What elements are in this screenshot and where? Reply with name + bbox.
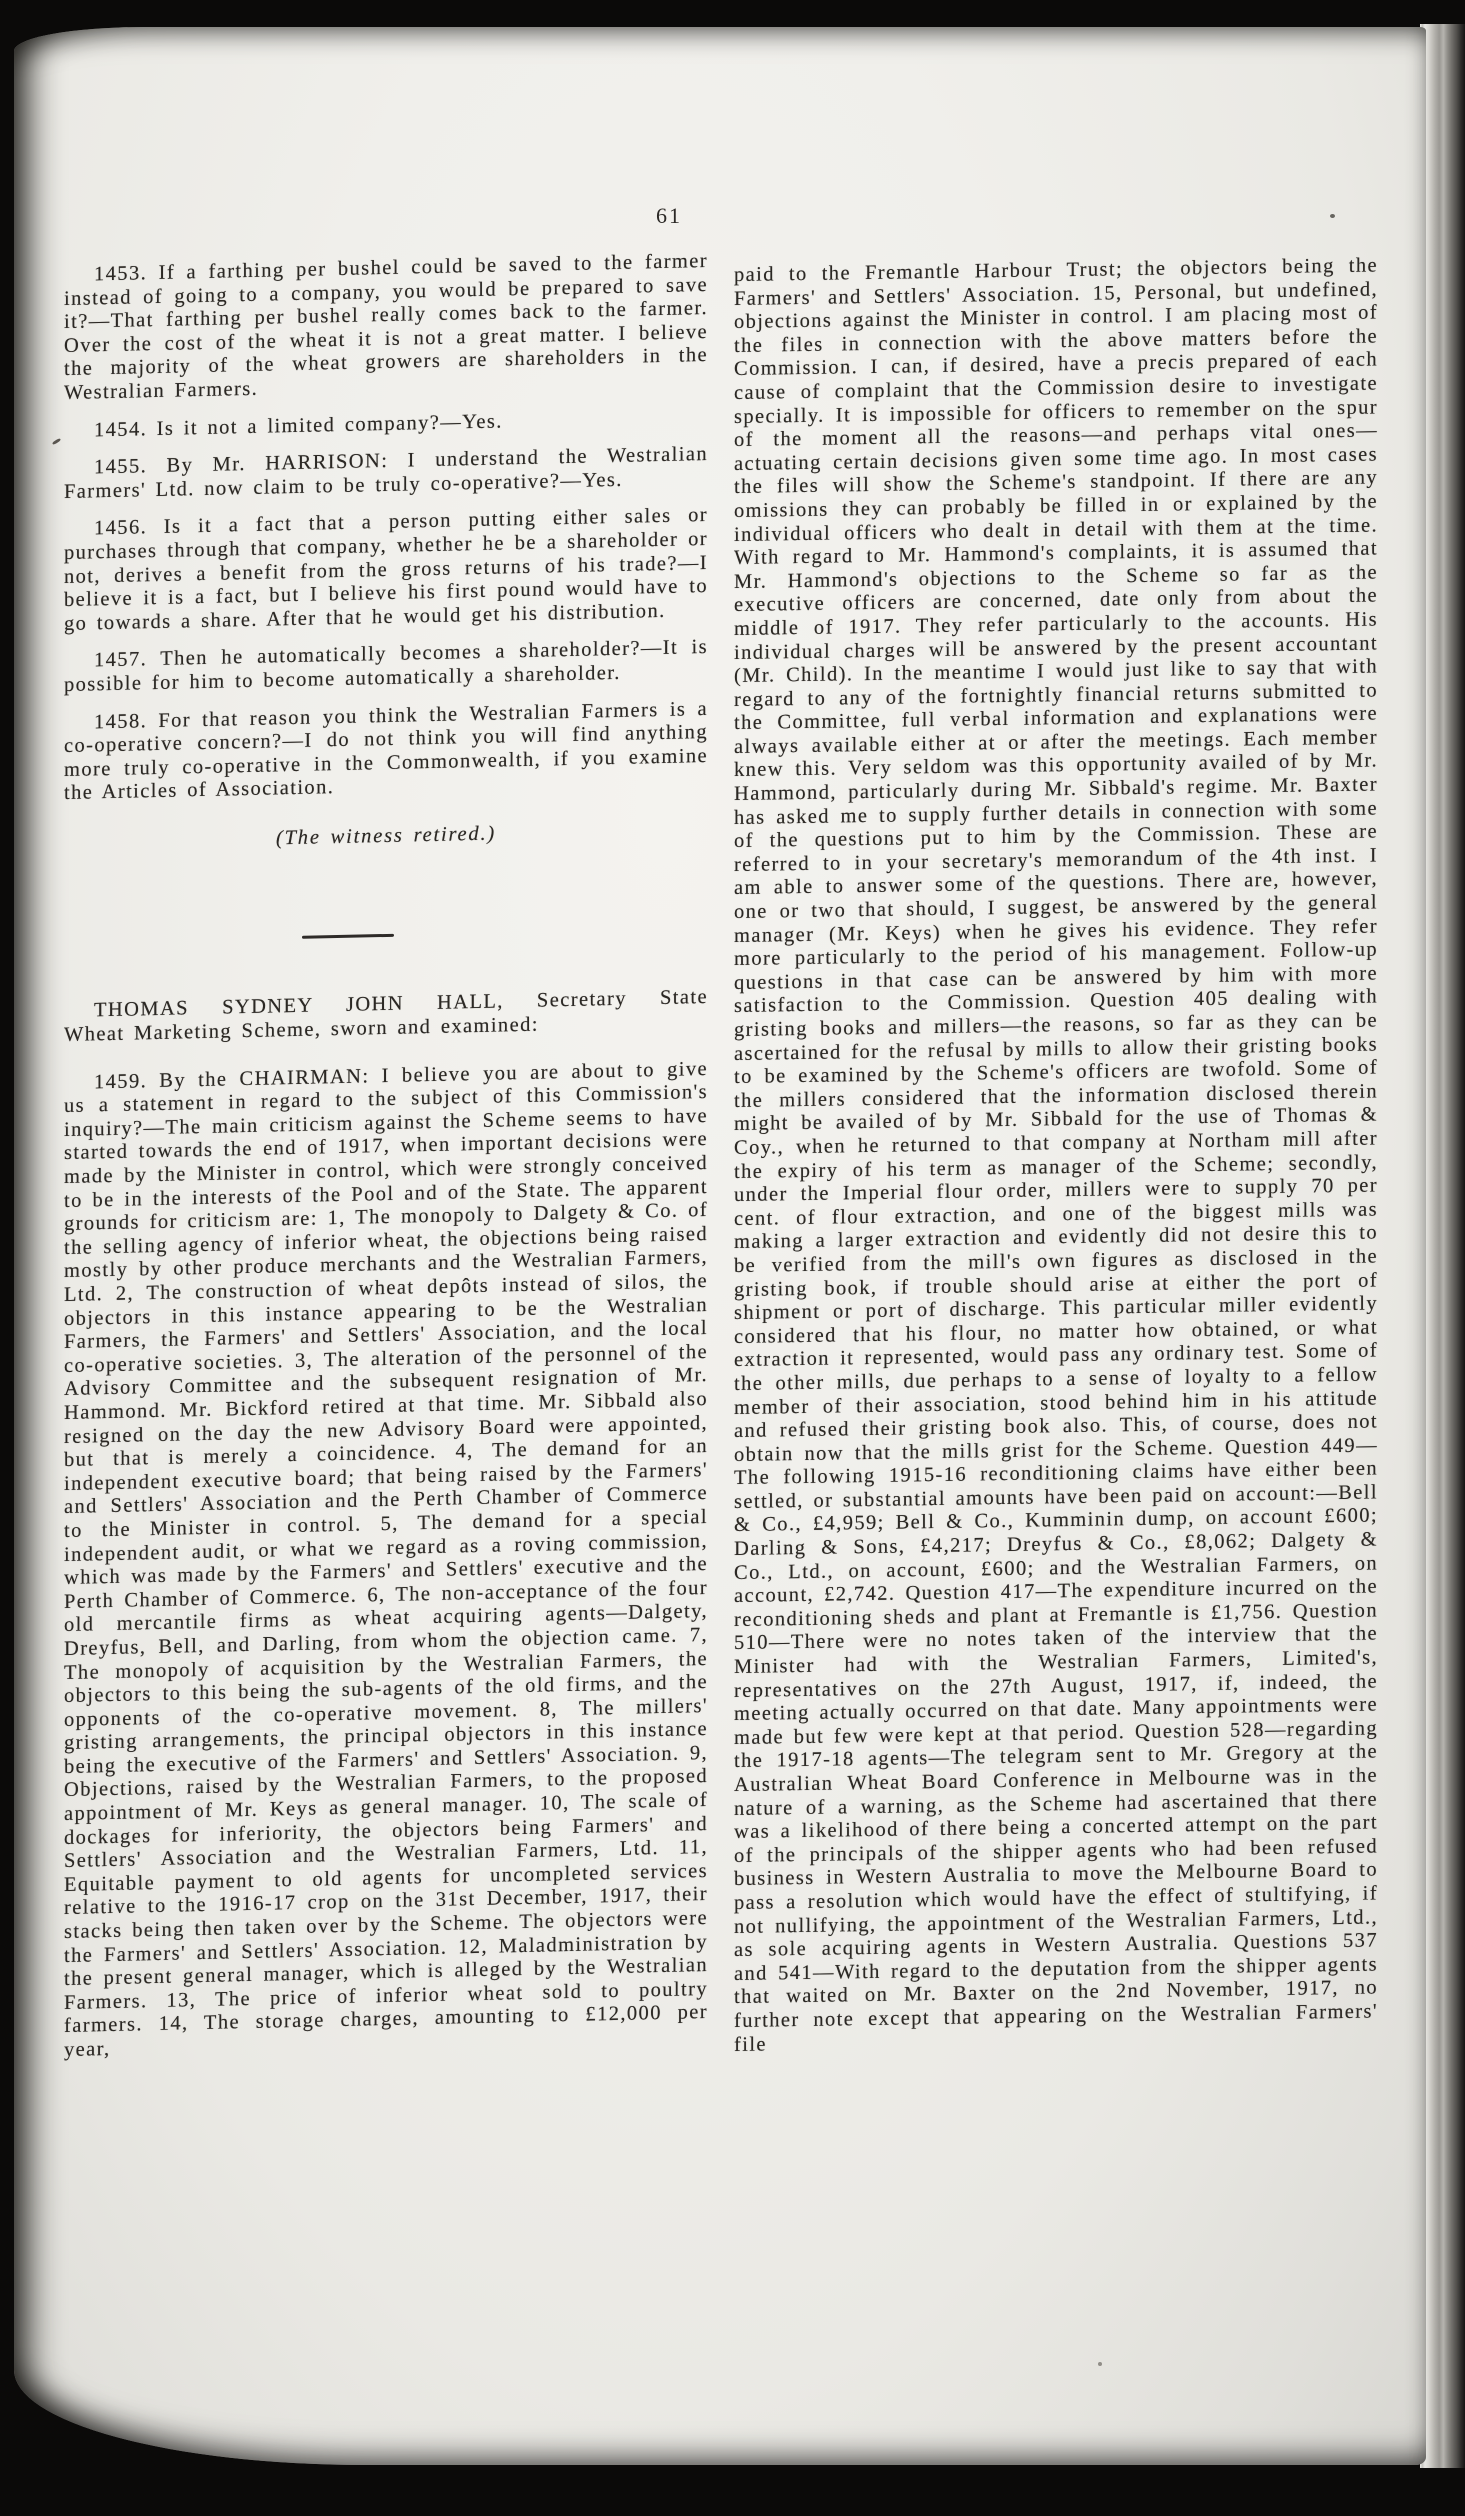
book-page (14, 27, 1426, 2465)
page-edge-stack (1420, 24, 1465, 2468)
qa-paragraph-1454: 1454. Is it not a limited company?—Yes. (94, 409, 503, 441)
two-column-text-block (64, 249, 1378, 2063)
witness-heading-line-1: THOMAS SYDNEY JOHN HALL, Secretary State (94, 986, 708, 1022)
testimony-continuation-paragraph: paid to the Fremantle Harbour Trust; the objectors being the Farmers' and Settlers' Association. 15, Personal, but undefined, objections against the Minister in control. I am placing most of the files in connection with the above matters before the Commission. I can, if desired, have a precis prepared of each cause of complaint that the Commission desire to investigate specially. It is impossible for officers to remember on the spur of the moment all the reasons—and perhaps vital ones—actuating certain decisions given some time ago. In most cases the files will show the Scheme's standpoint. If there are any omissions they can probably be filled in or explained by the individual officers who dealt in detail with them at the time. With regard to Mr. Hammond's complaints, it is assumed that Mr. Hammond's objections to the Scheme so far as the executive officers are concerned, date only from about the middle of 1917. They refer particularly to the accounts. His individual charges will be answered by the present accountant (Mr. Child). In the meantime I would just like to say that with regard to any of the fortnightly financial returns submitted to the Committee, full verbal information and explanations were always available either at or after the meetings. Each member knew this. Very seldom was this opportunity availed of by Mr. Hammond, particularly during Mr. Sibbald's regime. Mr. Baxter has asked me to supply further details in connection with some of the questions put to him by the Commission. These are referred to in your secretary's memorandum of the 4th inst. I am able to answer some of the questions. There are, however, one or two that should, I suggest, be answered by the general manager (Mr. Keys) when he gives his evidence. They refer more particularly to the period of his management. Follow-up questions in that case can be answered by him with more satisfaction to the Commission. Question 405 dealing with gristing books and millers—the reasons, so far as they can be ascertained for the refusal by mills to allow their gristing books to be examined by the Scheme's officers are twofold. Some of the millers considered that the information disclosed therein might be availed of by Mr. Sibbald for the use of Thomas & Coy., when he returned to that company at Northam mill after the expiry of his term as manager of the Scheme; secondly, under the Imperial flour order, millers were to supply 70 per cent. of flour extraction, and one of the biggest mills was making a larger extraction and evidently did not desire this to be verified from the mill's own figures as disclosed in the gristing book, if trouble should arise at either the port of shipment or port of discharge. This particular miller evidently considered that his flour, no matter how obtained, or what extraction it represented, would pass any ordinary test. Some of the other mills, due perhaps to a sense of loyalty to a fellow member of their association, stood behind him in his attitude and refused their gristing book also. This, of course, does not obtain now that the mills grist for the Scheme. Question 449—The following 1915-16 reconditioning claims have either been settled, or substantial amounts have been paid on account:—Bell & Co., £4,959; Bell & Co., Kumminin dump, on account £600; Darling & Sons, £4,217; Dreyfus & Co., £8,062; Dalgety & Co., Ltd., on account, £600; and the Westralian Farmers, on account, £2,742. Question 417—The expenditure incurred on the reconditioning sheds and plant at Fremantle is £1,756. Question 510—There were no notes taken of the interview that the Minister had with the Westralian Farmers, Limited's, representatives on the 27th August, 1917, if, indeed, the meeting actually occurred on that date. Many appointments were made but few were kept at that period. Question 528—regarding the 1917-18 agents—The telegram sent to Mr. Gregory at the Australian Wheat Board Conference in Melbourne was in the nature of a warning, as the Scheme had ascertained that there was a likelihood of there being a concerted attempt on the part of the principals of the shipper agents who had been refused business in Western Australia to move the Melbourne Board to pass a resolution which would have the effect of stultifying, if not nullifying, the appointment of the Westralian Farmers, Ltd., as sole acquiring agents in Western Australia. Questions 537 and 541—With regard to the deputation from the shipper agents that waited on Mr. Baxter on the 2nd November, 1917, no further note except that appearing on the Westralian Farmers' file (734, 254, 1378, 2056)
dust-speck (1098, 2362, 1102, 2366)
page-number: 61 (656, 203, 682, 228)
witness-heading-line-2: Wheat Marketing Scheme, sworn and examined: (64, 1013, 539, 1047)
section-divider-rule (302, 934, 394, 939)
testimony-paragraph-1459: 1459. By the CHAIRMAN: I believe you are about to give us a statement in regard to the subject of this Commission's inquiry?—The main criticism against the Scheme seems to have started towards the end of 1917, when important decisions were made by the Minister in control, which were strongly conceived to be in the interests of the Pool and of the State. The apparent grounds for criticism are: 1, The monopoly to Dalgety & Co. of the selling agency of inferior wheat, the objections being raised mostly by other produce merchants and the Westralian Farmers, Ltd. 2, The construction of wheat depôts instead of silos, the objectors in this instance appearing to be the Westralian Farmers, the Farmers' and Settlers' Association, and the local co-operative societies. 3, The alteration of the personnel of the Advisory Committee and the subsequent resignation of Mr. Hammond. Mr. Bickford retired at that time. Mr. Sibbald also resigned on the day the new Advisory Board were appointed, but that is merely a coincidence. 4, The demand for an independent executive board; that being raised by the Farmers' and Settlers' Association and the Perth Chamber of Commerce to the Minister in control. 5, The demand for a special independent audit, or what we regard as a roving commission, which was made by the Farmers' and Settlers' executive and the Perth Chamber of Commerce. 6, The non-acceptance of the four old mercantile firms as wheat acquiring agents—Dalgety, Dreyfus, Bell, and Darling, from whom the objection came. 7, The monopoly of acquisition by the Westralian Farmers, the objectors to this being the sub-agents of the old firms, and the opponents of the co-operative movement. 8, The millers' gristing arrangements, the principal objectors in this instance being the executive of the Farmers' and Settlers' Association. 9, Objections, raised by the Westralian Farmers, to the proposed appointment of Mr. Keys as general manager. 10, The scale of dockages for inferiority, the objectors being Farmers' and Settlers' Association and the Westralian Farmers, Ltd. 11, Equitable payment to old agents for uncompleted services relative to the 1916-17 crop on the 31st December, 1917, their stacks being then taken over by the Scheme. The objectors were the Farmers' and Settlers' Association. 12, Maladministration by the present general manager, which is alleged by the Westralian Farmers. 13, The price of inferior wheat sold to poultry farmers. 14, The storage charges, amounting to £12,000 per year, (64, 1057, 708, 2061)
qa-paragraph-1455: 1455. By Mr. HARRISON: I understand the Westralian Farmers' Ltd. now claim to be truly co-operative?—Yes. (64, 443, 708, 503)
right-column (734, 254, 1378, 2062)
dust-speck (1330, 214, 1335, 218)
qa-paragraph-1453: 1453. If a farthing per bushel could be saved to the farmer instead of going to a company, you would be prepared to save it?—That farthing per bushel really comes back to the farmer. Over the cost of the wheat it is not a great matter. I believe the majority of the wheat growers are shareholders in the Westralian Farmers. (64, 249, 708, 404)
left-column (64, 250, 708, 2063)
qa-paragraph-1457: 1457. Then he automatically becomes a shareholder?—It is possible for him to become automatically a shareholder. (64, 636, 708, 696)
witness-heading (64, 986, 708, 1047)
qa-paragraph-1456: 1456. Is it a fact that a person putting either sales or purchases through that company, whether he be a shareholder or not, derives a benefit from the gross returns of his trade?—I believe it is a fact, but I believe his first pound would have to go towards a share. After that he would get his distribution. (64, 504, 708, 635)
stage-direction-witness-retired: (The witness retired.) (275, 822, 497, 850)
qa-paragraph-1458: 1458. For that reason you think the Westralian Farmers is a co-operative concern?—I do not think you will find anything more truly co-operative in the Commonwealth, if you examine the Articles of Association. (64, 697, 708, 805)
